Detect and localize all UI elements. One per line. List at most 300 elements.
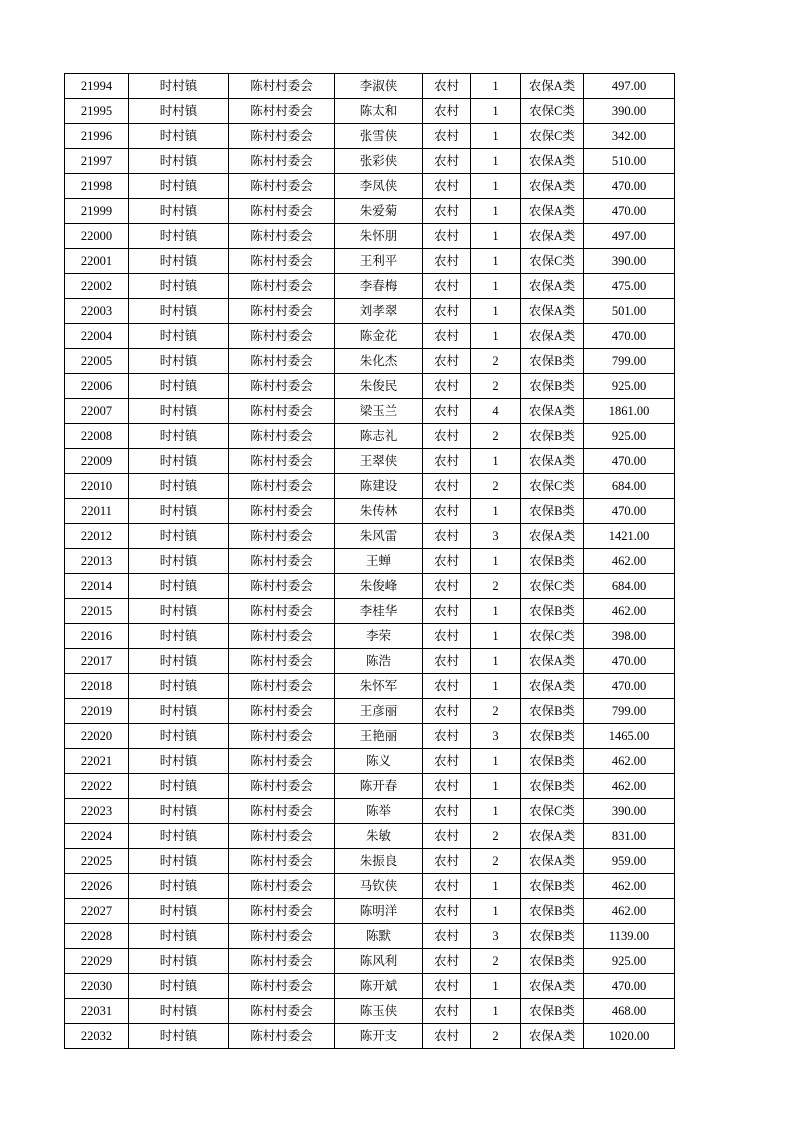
cell-amount: 684.00 (584, 474, 675, 499)
cell-count: 1 (471, 124, 521, 149)
cell-id: 22017 (65, 649, 129, 674)
table-row (65, 449, 675, 474)
cell-amount: 390.00 (584, 799, 675, 824)
cell-amount: 684.00 (584, 574, 675, 599)
cell-village: 陈村村委会 (229, 324, 335, 349)
cell-name: 李桂华 (335, 599, 423, 624)
cell-name: 梁玉兰 (335, 399, 423, 424)
cell-id: 22014 (65, 574, 129, 599)
cell-town: 时村镇 (129, 824, 229, 849)
cell-count: 1 (471, 674, 521, 699)
cell-town: 时村镇 (129, 649, 229, 674)
table-row (65, 349, 675, 374)
cell-village: 陈村村委会 (229, 974, 335, 999)
cell-town: 时村镇 (129, 324, 229, 349)
cell-id: 22007 (65, 399, 129, 424)
cell-area: 农村 (423, 274, 471, 299)
cell-category: 农保A类 (521, 299, 584, 324)
cell-name: 陈默 (335, 924, 423, 949)
cell-name: 陈金花 (335, 324, 423, 349)
cell-category: 农保A类 (521, 824, 584, 849)
cell-category: 农保B类 (521, 874, 584, 899)
cell-amount: 470.00 (584, 674, 675, 699)
cell-village: 陈村村委会 (229, 199, 335, 224)
cell-town: 时村镇 (129, 124, 229, 149)
cell-name: 朱爱菊 (335, 199, 423, 224)
cell-category: 农保B类 (521, 374, 584, 399)
table-row (65, 899, 675, 924)
cell-village: 陈村村委会 (229, 399, 335, 424)
cell-town: 时村镇 (129, 899, 229, 924)
cell-town: 时村镇 (129, 699, 229, 724)
cell-category: 农保C类 (521, 474, 584, 499)
cell-village: 陈村村委会 (229, 724, 335, 749)
cell-name: 朱俊民 (335, 374, 423, 399)
cell-id: 21997 (65, 149, 129, 174)
cell-count: 1 (471, 624, 521, 649)
cell-amount: 468.00 (584, 999, 675, 1024)
cell-id: 22008 (65, 424, 129, 449)
cell-count: 1 (471, 774, 521, 799)
cell-name: 马钦侠 (335, 874, 423, 899)
cell-category: 农保B类 (521, 724, 584, 749)
cell-category: 农保A类 (521, 524, 584, 549)
cell-village: 陈村村委会 (229, 599, 335, 624)
cell-village: 陈村村委会 (229, 149, 335, 174)
cell-category: 农保C类 (521, 574, 584, 599)
cell-count: 4 (471, 399, 521, 424)
cell-area: 农村 (423, 824, 471, 849)
cell-town: 时村镇 (129, 749, 229, 774)
cell-area: 农村 (423, 424, 471, 449)
cell-category: 农保C类 (521, 799, 584, 824)
cell-amount: 1020.00 (584, 1024, 675, 1049)
cell-name: 李淑侠 (335, 74, 423, 99)
cell-name: 王蝉 (335, 549, 423, 574)
cell-id: 22009 (65, 449, 129, 474)
cell-amount: 470.00 (584, 174, 675, 199)
cell-area: 农村 (423, 449, 471, 474)
cell-id: 22001 (65, 249, 129, 274)
cell-id: 22012 (65, 524, 129, 549)
cell-category: 农保B类 (521, 999, 584, 1024)
cell-category: 农保A类 (521, 224, 584, 249)
table-row (65, 224, 675, 249)
cell-town: 时村镇 (129, 624, 229, 649)
cell-town: 时村镇 (129, 349, 229, 374)
table-row (65, 274, 675, 299)
cell-town: 时村镇 (129, 724, 229, 749)
cell-village: 陈村村委会 (229, 99, 335, 124)
cell-category: 农保B类 (521, 349, 584, 374)
cell-category: 农保A类 (521, 849, 584, 874)
cell-area: 农村 (423, 949, 471, 974)
cell-town: 时村镇 (129, 174, 229, 199)
cell-amount: 398.00 (584, 624, 675, 649)
cell-amount: 497.00 (584, 74, 675, 99)
table-row (65, 724, 675, 749)
cell-id: 22032 (65, 1024, 129, 1049)
cell-id: 22010 (65, 474, 129, 499)
cell-category: 农保A类 (521, 674, 584, 699)
cell-amount: 462.00 (584, 874, 675, 899)
cell-category: 农保B类 (521, 774, 584, 799)
cell-town: 时村镇 (129, 974, 229, 999)
cell-village: 陈村村委会 (229, 774, 335, 799)
cell-area: 农村 (423, 199, 471, 224)
cell-name: 王艳丽 (335, 724, 423, 749)
cell-village: 陈村村委会 (229, 574, 335, 599)
cell-name: 朱振良 (335, 849, 423, 874)
cell-count: 1 (471, 299, 521, 324)
cell-area: 农村 (423, 574, 471, 599)
cell-village: 陈村村委会 (229, 174, 335, 199)
cell-id: 22000 (65, 224, 129, 249)
cell-town: 时村镇 (129, 799, 229, 824)
cell-village: 陈村村委会 (229, 424, 335, 449)
cell-area: 农村 (423, 599, 471, 624)
cell-amount: 1861.00 (584, 399, 675, 424)
cell-id: 22031 (65, 999, 129, 1024)
cell-village: 陈村村委会 (229, 74, 335, 99)
cell-town: 时村镇 (129, 374, 229, 399)
cell-id: 22025 (65, 849, 129, 874)
table-row (65, 199, 675, 224)
cell-id: 22005 (65, 349, 129, 374)
cell-name: 朱俊峰 (335, 574, 423, 599)
cell-village: 陈村村委会 (229, 749, 335, 774)
cell-amount: 831.00 (584, 824, 675, 849)
cell-town: 时村镇 (129, 1024, 229, 1049)
cell-count: 2 (471, 949, 521, 974)
cell-amount: 925.00 (584, 949, 675, 974)
cell-amount: 470.00 (584, 324, 675, 349)
cell-village: 陈村村委会 (229, 499, 335, 524)
cell-name: 陈明洋 (335, 899, 423, 924)
cell-town: 时村镇 (129, 99, 229, 124)
cell-village: 陈村村委会 (229, 274, 335, 299)
cell-amount: 475.00 (584, 274, 675, 299)
cell-amount: 1465.00 (584, 724, 675, 749)
cell-village: 陈村村委会 (229, 1024, 335, 1049)
cell-town: 时村镇 (129, 249, 229, 274)
cell-town: 时村镇 (129, 774, 229, 799)
cell-area: 农村 (423, 149, 471, 174)
cell-category: 农保B类 (521, 424, 584, 449)
cell-category: 农保B类 (521, 699, 584, 724)
cell-area: 农村 (423, 249, 471, 274)
cell-id: 22029 (65, 949, 129, 974)
cell-area: 农村 (423, 849, 471, 874)
cell-id: 22030 (65, 974, 129, 999)
table-row (65, 874, 675, 899)
cell-town: 时村镇 (129, 874, 229, 899)
cell-name: 陈建设 (335, 474, 423, 499)
cell-id: 21994 (65, 74, 129, 99)
cell-area: 农村 (423, 899, 471, 924)
table-row (65, 749, 675, 774)
cell-amount: 462.00 (584, 599, 675, 624)
table-row (65, 999, 675, 1024)
cell-amount: 470.00 (584, 649, 675, 674)
cell-name: 张雪侠 (335, 124, 423, 149)
cell-category: 农保A类 (521, 1024, 584, 1049)
cell-town: 时村镇 (129, 849, 229, 874)
cell-name: 朱风雷 (335, 524, 423, 549)
payment-table (64, 73, 675, 1049)
cell-category: 农保A类 (521, 324, 584, 349)
cell-amount: 925.00 (584, 374, 675, 399)
cell-name: 陈玉侠 (335, 999, 423, 1024)
cell-category: 农保A类 (521, 449, 584, 474)
cell-id: 21995 (65, 99, 129, 124)
cell-count: 1 (471, 199, 521, 224)
cell-name: 陈太和 (335, 99, 423, 124)
table-row (65, 149, 675, 174)
cell-id: 22028 (65, 924, 129, 949)
cell-count: 1 (471, 149, 521, 174)
cell-area: 农村 (423, 374, 471, 399)
cell-village: 陈村村委会 (229, 824, 335, 849)
cell-area: 农村 (423, 649, 471, 674)
cell-id: 22013 (65, 549, 129, 574)
cell-area: 农村 (423, 624, 471, 649)
cell-town: 时村镇 (129, 149, 229, 174)
cell-name: 朱怀军 (335, 674, 423, 699)
cell-village: 陈村村委会 (229, 249, 335, 274)
cell-village: 陈村村委会 (229, 849, 335, 874)
cell-id: 22027 (65, 899, 129, 924)
cell-village: 陈村村委会 (229, 924, 335, 949)
cell-id: 22002 (65, 274, 129, 299)
cell-area: 农村 (423, 874, 471, 899)
cell-amount: 510.00 (584, 149, 675, 174)
cell-name: 陈浩 (335, 649, 423, 674)
cell-amount: 799.00 (584, 349, 675, 374)
cell-area: 农村 (423, 799, 471, 824)
cell-area: 农村 (423, 74, 471, 99)
table-row (65, 624, 675, 649)
cell-amount: 959.00 (584, 849, 675, 874)
table-body (65, 74, 675, 1049)
cell-village: 陈村村委会 (229, 899, 335, 924)
cell-name: 陈举 (335, 799, 423, 824)
cell-count: 1 (471, 599, 521, 624)
cell-area: 农村 (423, 349, 471, 374)
cell-village: 陈村村委会 (229, 624, 335, 649)
cell-area: 农村 (423, 774, 471, 799)
table-row (65, 524, 675, 549)
cell-amount: 470.00 (584, 499, 675, 524)
cell-category: 农保B类 (521, 949, 584, 974)
cell-area: 农村 (423, 399, 471, 424)
cell-name: 陈开春 (335, 774, 423, 799)
cell-village: 陈村村委会 (229, 549, 335, 574)
cell-town: 时村镇 (129, 299, 229, 324)
cell-id: 21998 (65, 174, 129, 199)
cell-area: 农村 (423, 524, 471, 549)
cell-category: 农保B类 (521, 899, 584, 924)
table-row (65, 74, 675, 99)
cell-village: 陈村村委会 (229, 674, 335, 699)
cell-count: 2 (471, 699, 521, 724)
cell-town: 时村镇 (129, 74, 229, 99)
table-row (65, 474, 675, 499)
table-row (65, 549, 675, 574)
cell-amount: 1139.00 (584, 924, 675, 949)
table-row (65, 174, 675, 199)
table-row (65, 599, 675, 624)
cell-count: 1 (471, 799, 521, 824)
cell-area: 农村 (423, 724, 471, 749)
cell-amount: 462.00 (584, 774, 675, 799)
cell-amount: 497.00 (584, 224, 675, 249)
table-row (65, 799, 675, 824)
cell-village: 陈村村委会 (229, 449, 335, 474)
cell-count: 3 (471, 724, 521, 749)
cell-town: 时村镇 (129, 574, 229, 599)
cell-id: 22018 (65, 674, 129, 699)
cell-category: 农保B类 (521, 549, 584, 574)
cell-village: 陈村村委会 (229, 124, 335, 149)
cell-name: 王利平 (335, 249, 423, 274)
cell-count: 2 (471, 474, 521, 499)
cell-id: 22019 (65, 699, 129, 724)
table-row (65, 299, 675, 324)
cell-count: 2 (471, 1024, 521, 1049)
cell-area: 农村 (423, 1024, 471, 1049)
cell-area: 农村 (423, 299, 471, 324)
cell-category: 农保A类 (521, 274, 584, 299)
cell-name: 王翠侠 (335, 449, 423, 474)
cell-village: 陈村村委会 (229, 999, 335, 1024)
cell-town: 时村镇 (129, 474, 229, 499)
cell-town: 时村镇 (129, 549, 229, 574)
cell-town: 时村镇 (129, 949, 229, 974)
cell-id: 22021 (65, 749, 129, 774)
cell-village: 陈村村委会 (229, 699, 335, 724)
cell-count: 1 (471, 899, 521, 924)
cell-id: 21996 (65, 124, 129, 149)
cell-town: 时村镇 (129, 999, 229, 1024)
table-row (65, 674, 675, 699)
cell-amount: 462.00 (584, 899, 675, 924)
cell-area: 农村 (423, 499, 471, 524)
cell-town: 时村镇 (129, 424, 229, 449)
cell-category: 农保A类 (521, 649, 584, 674)
table-row (65, 974, 675, 999)
cell-id: 22015 (65, 599, 129, 624)
table-row (65, 774, 675, 799)
cell-count: 1 (471, 174, 521, 199)
cell-amount: 390.00 (584, 99, 675, 124)
cell-area: 农村 (423, 924, 471, 949)
cell-id: 22024 (65, 824, 129, 849)
cell-town: 时村镇 (129, 599, 229, 624)
cell-category: 农保C类 (521, 124, 584, 149)
table-row (65, 924, 675, 949)
cell-id: 21999 (65, 199, 129, 224)
cell-count: 3 (471, 524, 521, 549)
table-row (65, 849, 675, 874)
cell-village: 陈村村委会 (229, 374, 335, 399)
cell-amount: 799.00 (584, 699, 675, 724)
cell-town: 时村镇 (129, 449, 229, 474)
cell-name: 朱化杰 (335, 349, 423, 374)
cell-amount: 462.00 (584, 749, 675, 774)
cell-count: 1 (471, 449, 521, 474)
cell-area: 农村 (423, 674, 471, 699)
cell-amount: 925.00 (584, 424, 675, 449)
table-row (65, 949, 675, 974)
cell-count: 2 (471, 424, 521, 449)
cell-area: 农村 (423, 749, 471, 774)
cell-count: 1 (471, 74, 521, 99)
cell-town: 时村镇 (129, 499, 229, 524)
table-row (65, 824, 675, 849)
cell-village: 陈村村委会 (229, 524, 335, 549)
table-row (65, 1024, 675, 1049)
cell-id: 22016 (65, 624, 129, 649)
cell-town: 时村镇 (129, 274, 229, 299)
cell-area: 农村 (423, 124, 471, 149)
cell-area: 农村 (423, 324, 471, 349)
cell-name: 李荣 (335, 624, 423, 649)
cell-count: 2 (471, 349, 521, 374)
cell-category: 农保B类 (521, 499, 584, 524)
cell-village: 陈村村委会 (229, 799, 335, 824)
cell-category: 农保A类 (521, 399, 584, 424)
cell-count: 2 (471, 374, 521, 399)
cell-count: 1 (471, 224, 521, 249)
cell-town: 时村镇 (129, 524, 229, 549)
cell-count: 1 (471, 99, 521, 124)
cell-category: 农保A类 (521, 199, 584, 224)
cell-village: 陈村村委会 (229, 649, 335, 674)
cell-count: 2 (471, 824, 521, 849)
cell-village: 陈村村委会 (229, 949, 335, 974)
cell-count: 2 (471, 574, 521, 599)
cell-category: 农保B类 (521, 749, 584, 774)
cell-village: 陈村村委会 (229, 349, 335, 374)
cell-count: 1 (471, 324, 521, 349)
table-row (65, 399, 675, 424)
cell-name: 陈开支 (335, 1024, 423, 1049)
table-row (65, 99, 675, 124)
cell-name: 朱怀朋 (335, 224, 423, 249)
cell-village: 陈村村委会 (229, 474, 335, 499)
cell-town: 时村镇 (129, 224, 229, 249)
cell-name: 李凤侠 (335, 174, 423, 199)
table-row (65, 699, 675, 724)
cell-town: 时村镇 (129, 399, 229, 424)
cell-id: 22023 (65, 799, 129, 824)
cell-name: 王彦丽 (335, 699, 423, 724)
cell-town: 时村镇 (129, 199, 229, 224)
table-row (65, 324, 675, 349)
cell-count: 1 (471, 249, 521, 274)
cell-amount: 470.00 (584, 449, 675, 474)
cell-category: 农保B类 (521, 924, 584, 949)
cell-count: 1 (471, 549, 521, 574)
cell-amount: 462.00 (584, 549, 675, 574)
cell-amount: 1421.00 (584, 524, 675, 549)
cell-name: 陈义 (335, 749, 423, 774)
cell-area: 农村 (423, 174, 471, 199)
cell-name: 陈志礼 (335, 424, 423, 449)
cell-amount: 470.00 (584, 199, 675, 224)
cell-category: 农保C类 (521, 249, 584, 274)
